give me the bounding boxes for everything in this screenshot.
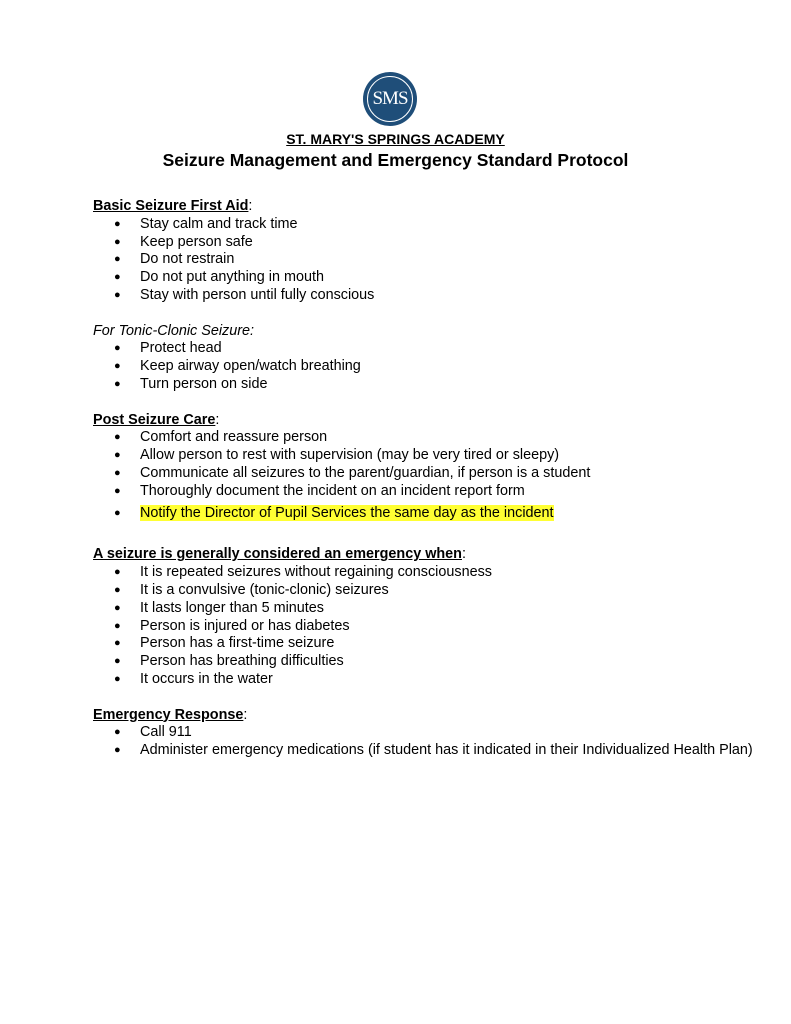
list-item: ● Communicate all seizures to the parent/guardian, if person is a student (93, 465, 753, 483)
section-heading-post-care (93, 412, 753, 430)
list-item: ● Protect head (93, 340, 753, 358)
list-item: ● Allow person to rest with supervision (may be very tired or sleepy) (93, 447, 753, 465)
list-item: ● Keep airway open/watch breathing (93, 358, 753, 376)
spacer (93, 522, 753, 546)
heading-text: Basic Seizure First Aid (93, 198, 249, 214)
list-item: ● Stay with person until fully conscious (93, 287, 753, 305)
list-item: ● Turn person on side (93, 376, 753, 394)
list-item: ● Do not restrain (93, 251, 753, 269)
post-care-list (93, 429, 753, 522)
heading-text: Emergency Response (93, 706, 244, 723)
heading-text: A seizure is generally considered an emergency when (93, 546, 462, 563)
school-logo (363, 72, 417, 126)
heading-suffix: : (461, 546, 466, 563)
list-item: ● Person has a first-time seizure (93, 635, 753, 653)
list-item: ● Comfort and reassure person (93, 429, 753, 447)
highlighted-text: Notify the Director of Pupil Services the same day as the incident (140, 504, 554, 521)
document-body (93, 198, 753, 760)
spacer (93, 305, 753, 323)
emergency-response-list (93, 724, 753, 760)
list-item: ● Keep person safe (93, 234, 753, 252)
school-name: ST. MARY'S SPRINGS ACADEMY (286, 131, 505, 147)
list-item: ● Thoroughly document the incident on an incident report form (93, 483, 753, 501)
tonic-clonic-list (93, 340, 753, 393)
list-item: ● Person is injured or has diabetes (93, 618, 753, 636)
list-item: ● Call 911 (93, 724, 753, 742)
heading-suffix: : (243, 706, 248, 723)
page-title: Seizure Management and Emergency Standard Protocol (162, 150, 629, 170)
heading-suffix: : (248, 198, 253, 214)
spacer (93, 689, 753, 707)
section-heading-emergency-when (93, 546, 753, 564)
list-item: ● Person has breathing difficulties (93, 653, 753, 671)
list-item: ● It occurs in the water (93, 671, 753, 689)
spacer (93, 394, 753, 412)
heading-suffix: : (215, 411, 220, 428)
logo-monogram: SMS (372, 88, 408, 109)
heading-text: Post Seizure Care (93, 411, 216, 428)
section-heading-first-aid (93, 198, 753, 216)
emergency-when-list (93, 564, 753, 689)
list-item: ● It is repeated seizures without regaining consciousness (93, 564, 753, 582)
list-item-highlighted (93, 505, 753, 523)
list-item: ● Stay calm and track time (93, 216, 753, 234)
section-heading-tonic-clonic: For Tonic-Clonic Seizure: (93, 322, 255, 339)
list-item: ● Do not put anything in mouth (93, 269, 753, 287)
section-heading-emergency-response (93, 707, 753, 725)
list-item: ● It lasts longer than 5 minutes (93, 600, 753, 618)
list-item: ● It is a convulsive (tonic-clonic) seizures (93, 582, 753, 600)
list-item: ● Administer emergency medications (if student has it indicated in their Individualized Health Plan) (93, 742, 753, 760)
first-aid-list (93, 216, 753, 305)
